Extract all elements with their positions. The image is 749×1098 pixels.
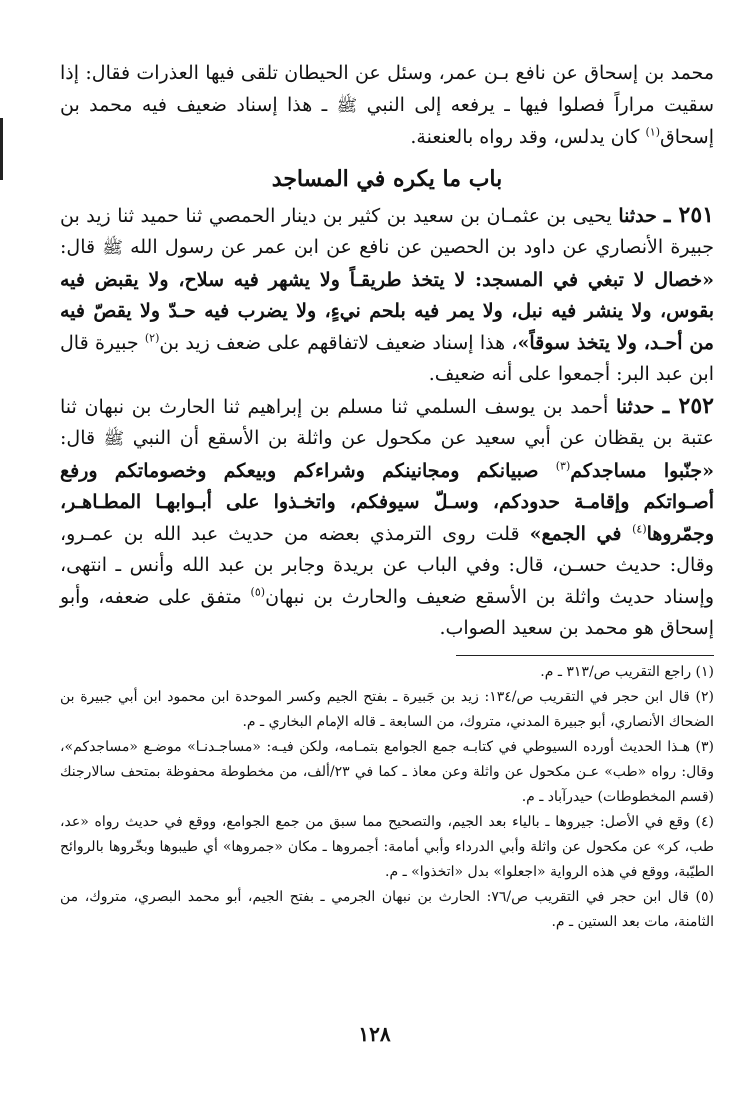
salawat-mark: ﷺ [102,238,123,258]
footnote-ref-3[interactable]: (٣) [555,459,571,473]
isnad-252: أحمد بن يوسف السلمي ثنا مسلم بن إبراهيم ثنا الحارث بن نبهان ثنا عتبة بن يقظان عن أبي سعيد عن مكحول عن واثلة بن الأسقع أن النبي [60,395,714,449]
page-number: ١٢٨ [358,1022,391,1046]
hadith-number-252: ٢٥٢ ـ [662,392,714,419]
footnote-5: (٥) قال ابن حجر في التقريب ص/٧٦: الحارث بن نبهان الجرمي ـ بفتح الجيم، أبو محمد البصري، متروك، من الثامنة، مات بعد الستين ـ م. [60,888,714,930]
footnote-ref-4[interactable]: (٤) [632,522,647,536]
main-text [60,58,714,645]
hadith-251 [60,200,714,391]
hadith-number-251: ٢٥١ ـ [663,201,714,228]
footnote-ref-1[interactable]: (١) [645,125,660,139]
intro-line-2a: إذا سقيت مراراً فصلوا فيها ـ يرفعه إلى النبي [60,62,714,116]
comment-251-b: جبيرة قال ابن عبد البر: أجمعوا على أنه ضعيف. [60,331,714,385]
matn-252-b: صبيانكم ومجانينكم وشراءكم وبيعكم وخصوماتكم ورفع أصـواتكم وإقامـة حدودكم، وسـلّ سيوفكم، واتخـذوا على أبـوابهـا المطـاهـر، وجمّروها [60,459,714,545]
footnote-2: (٢) قال ابن حجر في التقريب ص/١٣٤: زيد بن جَبيرة ـ بفتح الجيم وكسر الموحدة ابن محمود ابن أبي جبيرة بن الضحاك الأنصاري، أبو جبيرة المدني، متروك، من السابعة ـ قاله الإمام البخاري ـ م. [60,688,714,730]
intro-line-3b: كان يدلس، وقد رواه بالعنعنة. [410,126,646,148]
comment-252-a: قلت روى الترمذي بعضه من حديث عبد الله بن عمـرو، وقال: حديث حسـن، قال: وفي الباب عن بريدة وجابر بن عبد الله وأنس ـ انتهى، وإسناد حديث واثلة بن الأسقع ضعيف والحارث بن نبهان [60,522,714,608]
matn-251: «خصال لا تبغي في المسجد: لا يتخذ طريقـاً ولا يشهر فيه سلاح، ولا يقبض فيه بقوس، ولا ينشر فيه نبل، ولا يمر فيه بلحم نيءٍ، ولا يضرب فيه حـدّ ولا يقصّ فيه من أحـد، ولا يتخذ سوقاً» [60,268,714,354]
matn-252-a: «جنّبوا مساجدكم [570,459,715,482]
salawat-mark: ﷺ [336,95,358,116]
qal-251: قال: [60,236,103,258]
comment-252-b: متفق على ضعفه، وأبو إسحاق هو محمد بن سعيد الصواب. [60,585,714,639]
isnad-251: يحيى بن عثمـان بن سعيد بن كثير بن دينار الحمصي ثنا حميد ثنا زيد بن جبيرة الأنصاري عن داود بن الحصين عن نافع عن ابن عمر عن رسول الله [60,204,715,258]
haddathana-252: حدثنا [615,395,663,418]
footnote-3: (٣) هـذا الحديث أورده السيوطي في كتابـه جمع الجوامع بتمـامه، ولكن فيـه: «مساجـدنـا» موضـع «مساجدكم»، وقال: رواه «طب» عـن مكحول عن واثلة وعن معاذ ـ كما في ٢٣/ألف، من مخطوطة محفوظة بمتحف سالارجنك (قسم المخطوطات) حيدرآباد ـ م. [60,738,714,805]
footnotes [60,660,714,935]
footnote-ref-5[interactable]: (٥) [250,585,266,599]
footnote-divider [456,655,714,656]
hadith-252 [60,391,714,645]
intro-line-3a: إسحاق [660,126,714,148]
footnote-1: (١) راجع التقريب ص/٣١٣ ـ م. [540,663,714,680]
document-page [60,58,714,935]
intro-line-2b: ـ هذا إسناد ضعيف فيه محمد بن [60,93,337,116]
chapter-heading: باب ما يكره في المساجد [271,165,503,192]
footnote-ref-2[interactable]: (٢) [144,331,160,345]
qal-252: قال: [60,427,104,449]
comment-251-a: ، هذا إسناد ضعيف لاتفاقهم على ضعف زيد بن [159,331,518,354]
matn-252-c: في الجمع» [529,522,633,545]
salawat-mark: ﷺ [103,429,125,449]
binding-edge-mark [0,118,3,180]
footnote-4: (٤) وقع في الأصل: جيروها ـ بالياء بعد الجيم، والتصحيح مما سبق من جمع الجوامع، ووقع في حديث رواه «عد، طب، كر» عن مكحول عن واثلة وأبي الدرداء وأبي أمامة: أجمروها ـ مكان «جمروها» أي طيبوها وبخّروها بالروائح الطيّبة، ووقع في هذه الرواية «اجعلوا» بدل «اتخذوا» ـ م. [60,813,714,880]
intro-paragraph [60,58,714,154]
intro-line-1: محمد بن إسحاق عن نافع بـن عمر، وسئل عن الحيطان تلقى فيها العذرات فقال: [85,62,714,84]
haddathana-251: حدثنا [618,204,664,227]
